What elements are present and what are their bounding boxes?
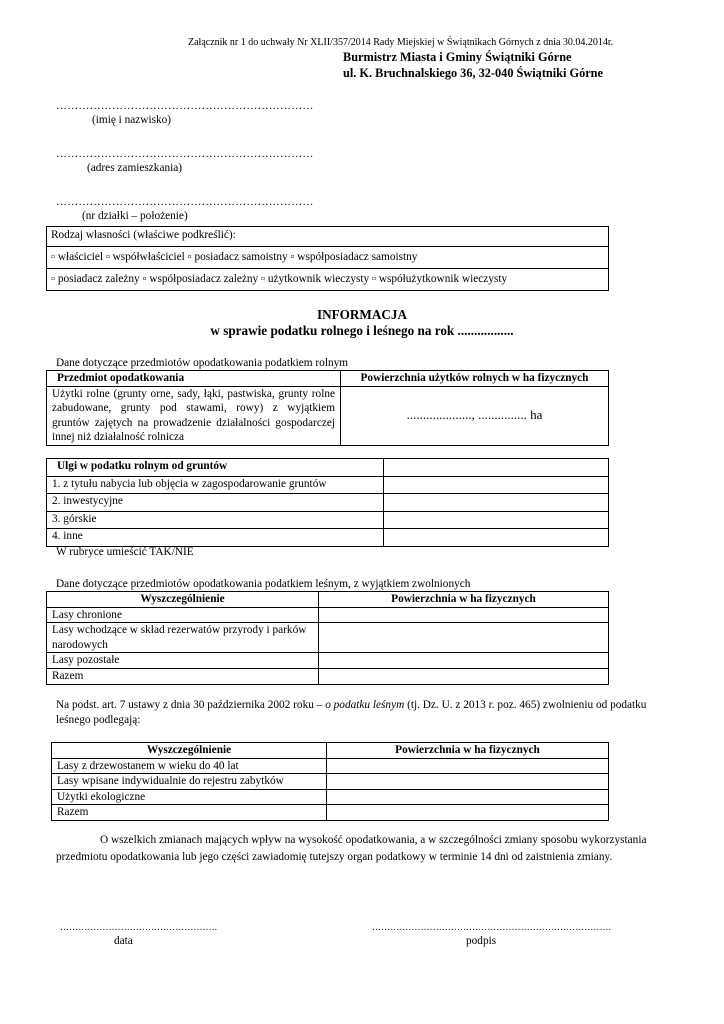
exempt-area-cell[interactable]	[327, 789, 609, 805]
plot-label: (nr działki – położenie)	[82, 210, 188, 222]
exempt-row-label: Użytki ekologiczne	[52, 789, 327, 805]
exempt-area-cell[interactable]	[327, 774, 609, 790]
annex-note: Załącznik nr 1 do uchwały Nr XLII/357/2014 Rady Miejskiej w Świątnikach Górnych z dnia 30.04.2014r.	[188, 37, 614, 48]
forest-row	[47, 653, 609, 669]
addressee-line-1: Burmistrz Miasta i Gminy Świątniki Górne	[343, 50, 572, 64]
forest-row-label: Lasy pozostałe	[47, 653, 319, 669]
address-field-dots[interactable]: ……………………………………………………………	[56, 148, 314, 160]
forest-col-spec: Wyszczególnienie	[47, 592, 319, 608]
relief-row	[47, 494, 609, 512]
reliefs-header-value[interactable]	[384, 459, 609, 477]
relief-value-cell[interactable]	[384, 477, 609, 494]
exempt-area-cell[interactable]	[327, 805, 609, 821]
forest-area-cell[interactable]	[319, 623, 609, 653]
relief-value-cell[interactable]	[384, 494, 609, 512]
document-title: INFORMACJA	[316, 307, 408, 322]
exempt-table	[51, 742, 609, 821]
exempt-row-label: Lasy wpisane indywidualnie do rejestru zabytków	[52, 774, 327, 790]
forest-caption: Dane dotyczące przedmiotów opodatkowania podatkiem leśnym, z wyjątkiem zwolnionych	[56, 578, 471, 590]
date-field-dots[interactable]: …………………………………………….	[60, 922, 218, 932]
closing-statement: O wszelkich zmianach mających wpływ na wysokość opodatkowania, a w szczególności zmiany sposobu wykorzystania przedmiotu opodatkowania lub jego części zawiadomię tutejszy organ podatkowy w terminie 14 dni od zaistnienia zmiany.	[56, 834, 647, 863]
exempt-row	[52, 789, 609, 805]
agri-subject-cell: Użytki rolne (grunty orne, sady, łąki, pastwiska, grunty rolne zabudowane, grunty pod stawami, rowy) z wyjątkiem gruntów zajętych na prowadzenie działalności gospodarczej innej niż działalność rolnicza	[47, 386, 341, 445]
forest-area-cell[interactable]	[319, 653, 609, 669]
exempt-area-cell[interactable]	[327, 758, 609, 774]
exempt-row-label: Lasy z drzewostanem w wieku do 40 lat	[52, 758, 327, 774]
exempt-row	[52, 758, 609, 774]
exempt-col-spec: Wyszczególnienie	[52, 743, 327, 759]
name-label: (imię i nazwisko)	[92, 114, 172, 126]
agri-caption: Dane dotyczące przedmiotów opodatkowania podatkiem rolnym	[56, 357, 349, 369]
plot-field-dots[interactable]: ……………………………………………………………	[56, 196, 314, 208]
document-subtitle: w sprawie podatku rolnego i leśnego na rok .................	[210, 323, 514, 338]
agri-col-subject: Przedmiot opodatkowania	[47, 371, 341, 387]
relief-row	[47, 477, 609, 494]
exemption-text-end: (tj. Dz. U. z 2013 r. poz. 465) zwolnieniu od podatku leśnego podlegają:	[56, 699, 647, 726]
ownership-heading: Rodzaj własności (właściwe podkreślić):	[47, 227, 609, 247]
relief-label: 2. inwestycyjne	[47, 494, 384, 512]
forest-col-area: Powierzchnia w ha fizycznych	[319, 592, 609, 608]
forest-row	[47, 623, 609, 653]
exempt-row-label: Razem	[52, 805, 327, 821]
ownership-options-row-1[interactable]: ▫ właściciel ▫ współwłaściciel ▫ posiadacz samoistny ▫ współposiadacz samoistny	[47, 247, 609, 269]
forest-row-label: Lasy chronione	[47, 607, 319, 623]
reliefs-header: Ulgi w podatku rolnym od gruntów	[47, 459, 384, 477]
agri-table	[46, 370, 609, 446]
forest-area-cell[interactable]	[319, 607, 609, 623]
name-field-dots[interactable]: ……………………………………………………………	[56, 100, 314, 112]
signature-label: podpis	[466, 935, 497, 947]
relief-label: 1. z tytułu nabycia lub objęcia w zagospodarowanie gruntów	[47, 477, 384, 494]
exemption-paragraph	[56, 698, 666, 727]
relief-value-cell[interactable]	[384, 512, 609, 529]
relief-row	[47, 512, 609, 529]
exempt-row	[52, 774, 609, 790]
exempt-row	[52, 805, 609, 821]
signature-field-dots[interactable]: …………………………………………………………………….	[372, 922, 611, 932]
exemption-text-start: Na podst. art. 7 ustawy z dnia 30 października 2002 roku –	[56, 699, 326, 711]
forest-table	[46, 591, 609, 685]
relief-row	[47, 529, 609, 547]
forest-row-label: Razem	[47, 668, 319, 684]
address-label: (adres zamieszkania)	[87, 162, 183, 174]
exempt-col-area: Powierzchnia w ha fizycznych	[327, 743, 609, 759]
relief-label: 3. górskie	[47, 512, 384, 529]
agri-col-area: Powierzchnia użytków rolnych w ha fizycznych	[341, 371, 609, 387]
forest-area-cell[interactable]	[319, 668, 609, 684]
forest-row-label: Lasy wchodzące w skład rezerwatów przyrody i parków narodowych	[47, 623, 319, 653]
reliefs-table	[46, 458, 609, 547]
forest-row	[47, 668, 609, 684]
date-label: data	[114, 935, 133, 947]
agri-area-cell[interactable]: ...................., ............... ha	[341, 386, 609, 445]
ownership-options-row-2[interactable]: ▫ posiadacz zależny ▫ współposiadacz zależny ▫ użytkownik wieczysty ▫ współużytkownik wieczysty	[47, 269, 609, 291]
forest-row	[47, 607, 609, 623]
exemption-act-title: o podatku leśnym	[325, 699, 405, 711]
ownership-table	[46, 226, 609, 291]
relief-label: 4. inne	[47, 529, 384, 547]
reliefs-note: W rubryce umieścić TAK/NIE	[56, 546, 194, 558]
addressee-line-2: ul. K. Bruchnalskiego 36, 32-040 Świątniki Górne	[343, 66, 603, 80]
relief-value-cell[interactable]	[384, 529, 609, 547]
